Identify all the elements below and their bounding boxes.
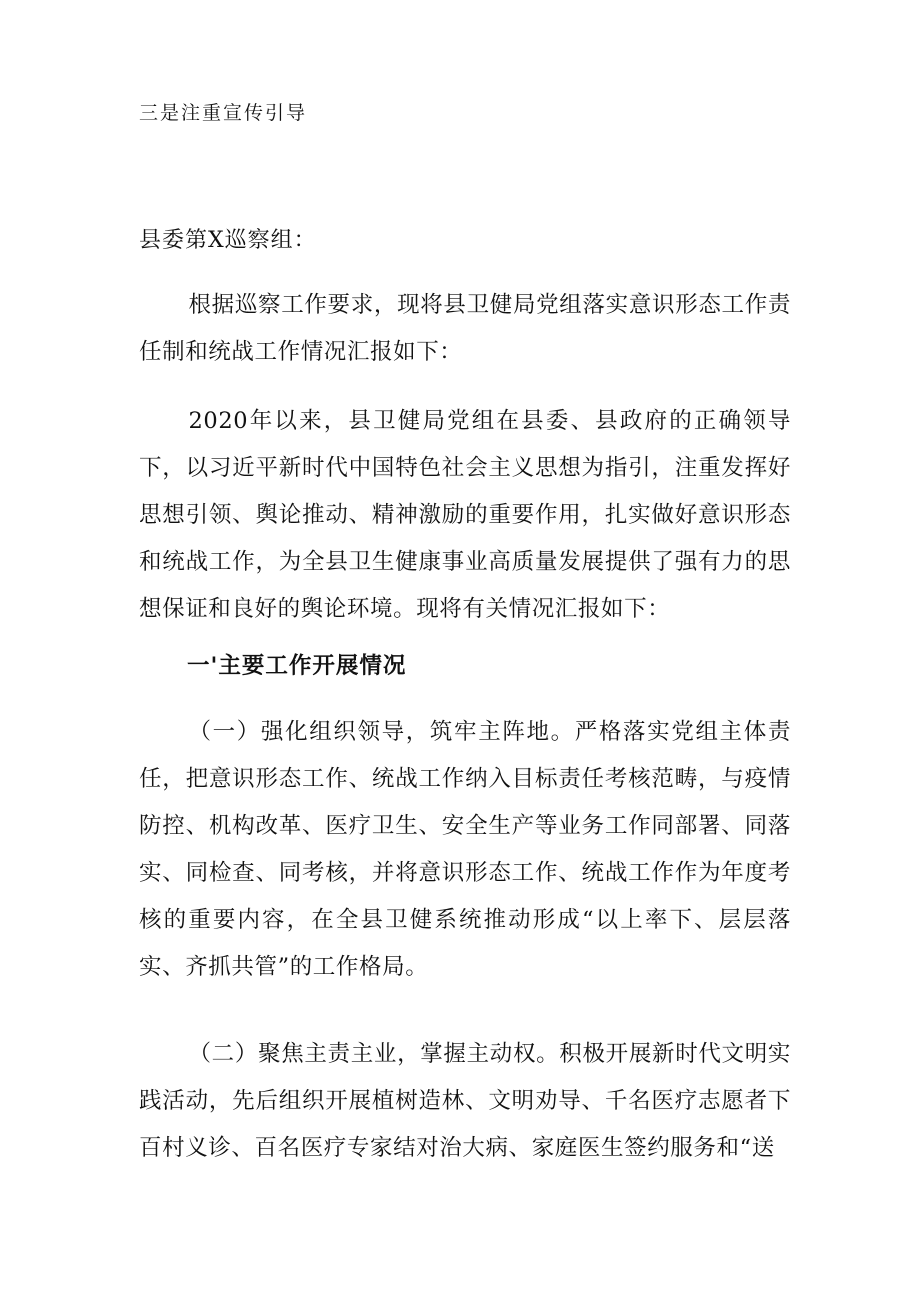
- overview-paragraph: 2020年以来，县卫健局党组在县委、县政府的正确领导下，以习近平新时代中国特色社会主义思想为指引，注重发挥好思想引领、舆论推动、精神激励的重要作用，扎实做好意识形态和统战工作，为全县卫生健康事业高质量发展提供了强有力的思想保证和良好的舆论环境。现将有关情况汇报如下：: [139, 408, 791, 622]
- document-header-line: 三是注重宣传引导: [139, 102, 308, 124]
- section-heading: 一'主要工作开展情况: [187, 653, 407, 679]
- salutation: 县委第X巡察组：: [139, 228, 317, 253]
- intro-paragraph: 根据巡察工作要求，现将县卫健局党组落实意识形态工作责任制和统战工作情况汇报如下：: [139, 292, 791, 365]
- item-two-paragraph: （二）聚焦主责主业，掌握主动权。积极开展新时代文明实践活动，先后组织开展植树造林、文明劝导、千名医疗志愿者下百村义诊、百名医疗专家结对治大病、家庭医生签约服务和“送: [139, 1041, 791, 1161]
- item-one-paragraph: （一）强化组织领导，筑牢主阵地。严格落实党组主体责任，把意识形态工作、统战工作纳入目标责任考核范畴，与疫情防控、机构改革、医疗卫生、安全生产等业务工作同部署、同落实、同检查、同考核，并将意识形态工作、统战工作作为年度考核的重要内容，在全县卫健系统推动形成“以上率下、层层落实、齐抓共管”的工作格局。: [139, 719, 791, 980]
